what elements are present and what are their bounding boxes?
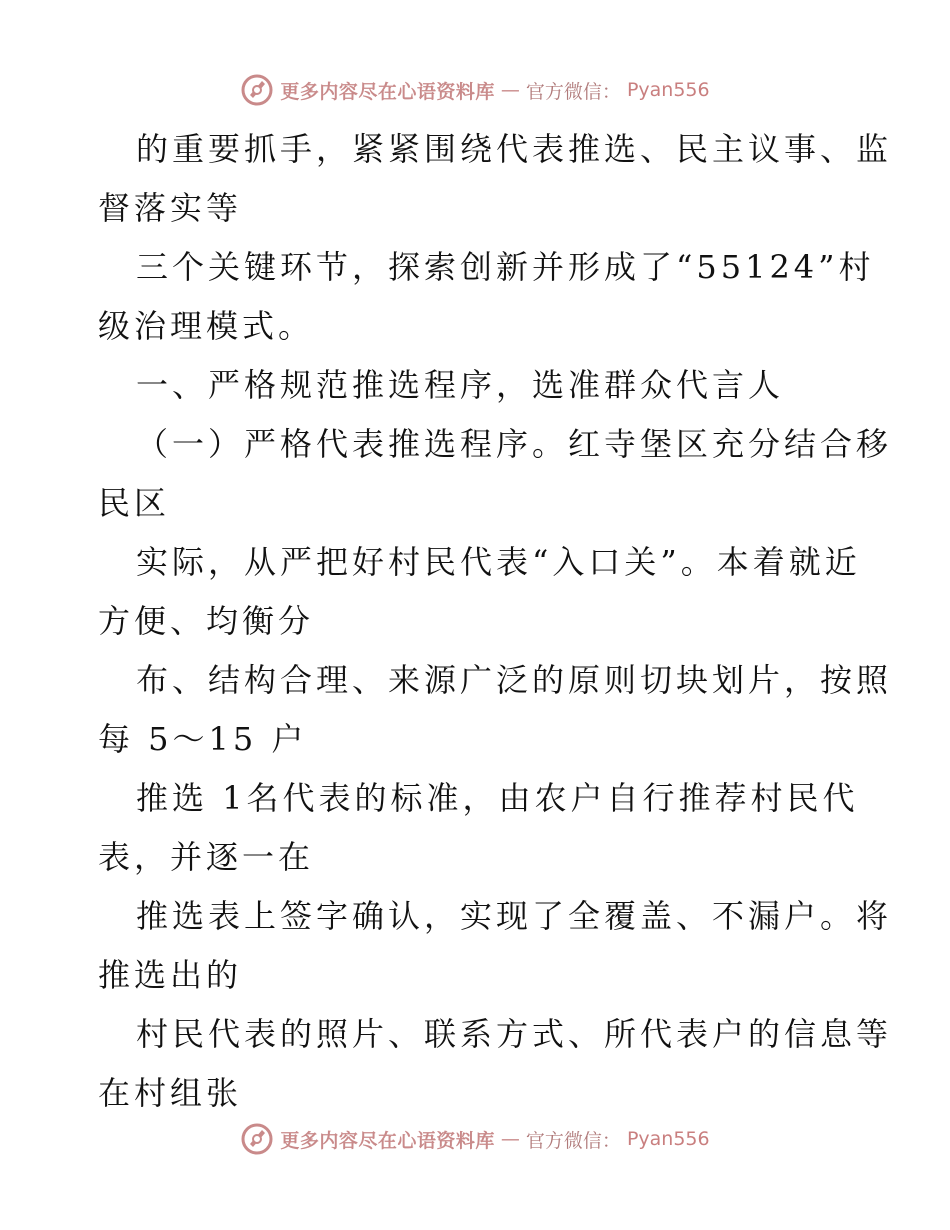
watermark-main-text: 更多内容尽在心语资料库 [280, 1129, 495, 1152]
watermark-wechat-label: 官方微信： [525, 80, 621, 103]
text-line: 表，并逐一在 [98, 838, 315, 876]
text-line: （一）严格代表推选程序。红寺堡区充分结合移 [136, 425, 893, 463]
seal-logo-icon [240, 1122, 274, 1156]
watermark-dash: — [500, 79, 520, 101]
footer-watermark [0, 1121, 950, 1157]
text-line: 在村组张 [98, 1074, 243, 1112]
watermark-dash: — [500, 1128, 520, 1150]
text-line: 推选 1名代表的标准，由农户自行推荐村民代 [136, 779, 859, 817]
text-line: 方便、均衡分 [98, 602, 315, 640]
watermark-wechat-id: Pyan556 [626, 1128, 710, 1150]
text-line: 民区 [98, 484, 171, 522]
section-heading: 一、严格规范推选程序，选准群众代言人 [136, 366, 785, 404]
seal-logo-icon [240, 73, 274, 107]
text-line: 布、结构合理、来源广泛的原则切块划片，按照 [136, 661, 893, 699]
watermark-wechat-id: Pyan556 [626, 79, 710, 101]
text-line: 每 5～15 户 [98, 720, 308, 758]
text-line: 督落实等 [98, 189, 243, 227]
document-body [98, 120, 893, 1123]
header-watermark [0, 72, 950, 108]
text-line: 村民代表的照片、联系方式、所代表户的信息等 [136, 1015, 893, 1053]
text-line: 实际，从严把好村民代表“入口关”。本着就近 [136, 543, 861, 581]
text-line: 的重要抓手，紧紧围绕代表推选、民主议事、监 [136, 130, 893, 168]
text-line: 三个关键环节，探索创新并形成了“55124”村 [136, 248, 875, 286]
watermark-wechat-label: 官方微信： [525, 1129, 621, 1152]
text-line: 推选表上签字确认，实现了全覆盖、不漏户。将 [136, 897, 893, 935]
text-line: 级治理模式。 [98, 307, 315, 345]
watermark-main-text: 更多内容尽在心语资料库 [280, 80, 495, 103]
text-line: 推选出的 [98, 956, 243, 994]
